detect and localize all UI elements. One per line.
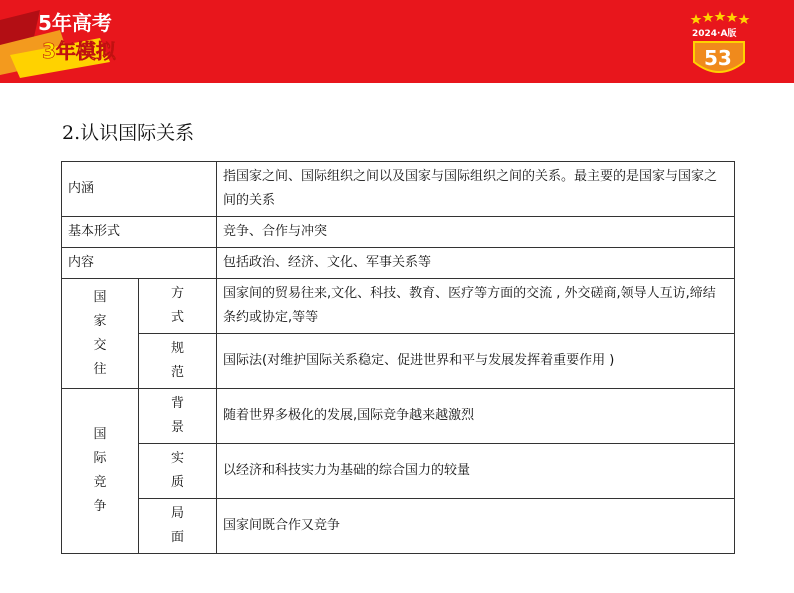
row-content: 国际法(对维护国际关系稳定、促进世界和平与发展发挥着重要作用 ) bbox=[217, 334, 735, 389]
table-row bbox=[62, 499, 735, 554]
table-row bbox=[62, 217, 735, 248]
row-content: 随着世界多极化的发展,国际竞争越来越激烈 bbox=[217, 389, 735, 444]
table-row bbox=[62, 444, 735, 499]
badge-year: 2024·A版 bbox=[692, 29, 737, 39]
row-content: 指国家之间、国际组织之间以及国家与国际组织之间的关系。最主要的是国家与国家之间的关系 bbox=[217, 162, 735, 217]
sub-label: 局 面 bbox=[139, 499, 217, 554]
star-icons bbox=[691, 11, 750, 24]
international-relations-table bbox=[61, 161, 735, 554]
sub-label: 实 质 bbox=[139, 444, 217, 499]
table-row bbox=[62, 248, 735, 279]
group-label-guoji: 国 际 竞 争 bbox=[62, 389, 139, 554]
badge-number: 53 bbox=[704, 46, 732, 70]
row-label: 内涵 bbox=[62, 162, 217, 217]
logo-line2: 3年模拟 bbox=[42, 39, 116, 63]
table-row bbox=[62, 279, 735, 334]
table-row bbox=[62, 162, 735, 217]
row-content: 竞争、合作与冲突 bbox=[217, 217, 735, 248]
group-label-guojia: 国 家 交 往 bbox=[62, 279, 139, 389]
row-content: 国家间的贸易往来,文化、科技、教育、医疗等方面的交流 , 外交磋商,领导人互访,缔结条约或协定,等等 bbox=[217, 279, 735, 334]
row-content: 包括政治、经济、文化、军事关系等 bbox=[217, 248, 735, 279]
row-label: 内容 bbox=[62, 248, 217, 279]
section-title: 2.认识国际关系 bbox=[62, 122, 195, 144]
sub-label: 方 式 bbox=[139, 279, 217, 334]
logo-line1: 5年高考 bbox=[38, 11, 112, 35]
row-content: 国家间既合作又竞争 bbox=[217, 499, 735, 554]
sub-label: 背 景 bbox=[139, 389, 217, 444]
table-row bbox=[62, 334, 735, 389]
53-badge bbox=[684, 10, 754, 82]
5nian-3nian-logo bbox=[0, 0, 130, 83]
row-label: 基本形式 bbox=[62, 217, 217, 248]
table-row bbox=[62, 389, 735, 444]
sub-label: 规 范 bbox=[139, 334, 217, 389]
row-content: 以经济和科技实力为基础的综合国力的较量 bbox=[217, 444, 735, 499]
